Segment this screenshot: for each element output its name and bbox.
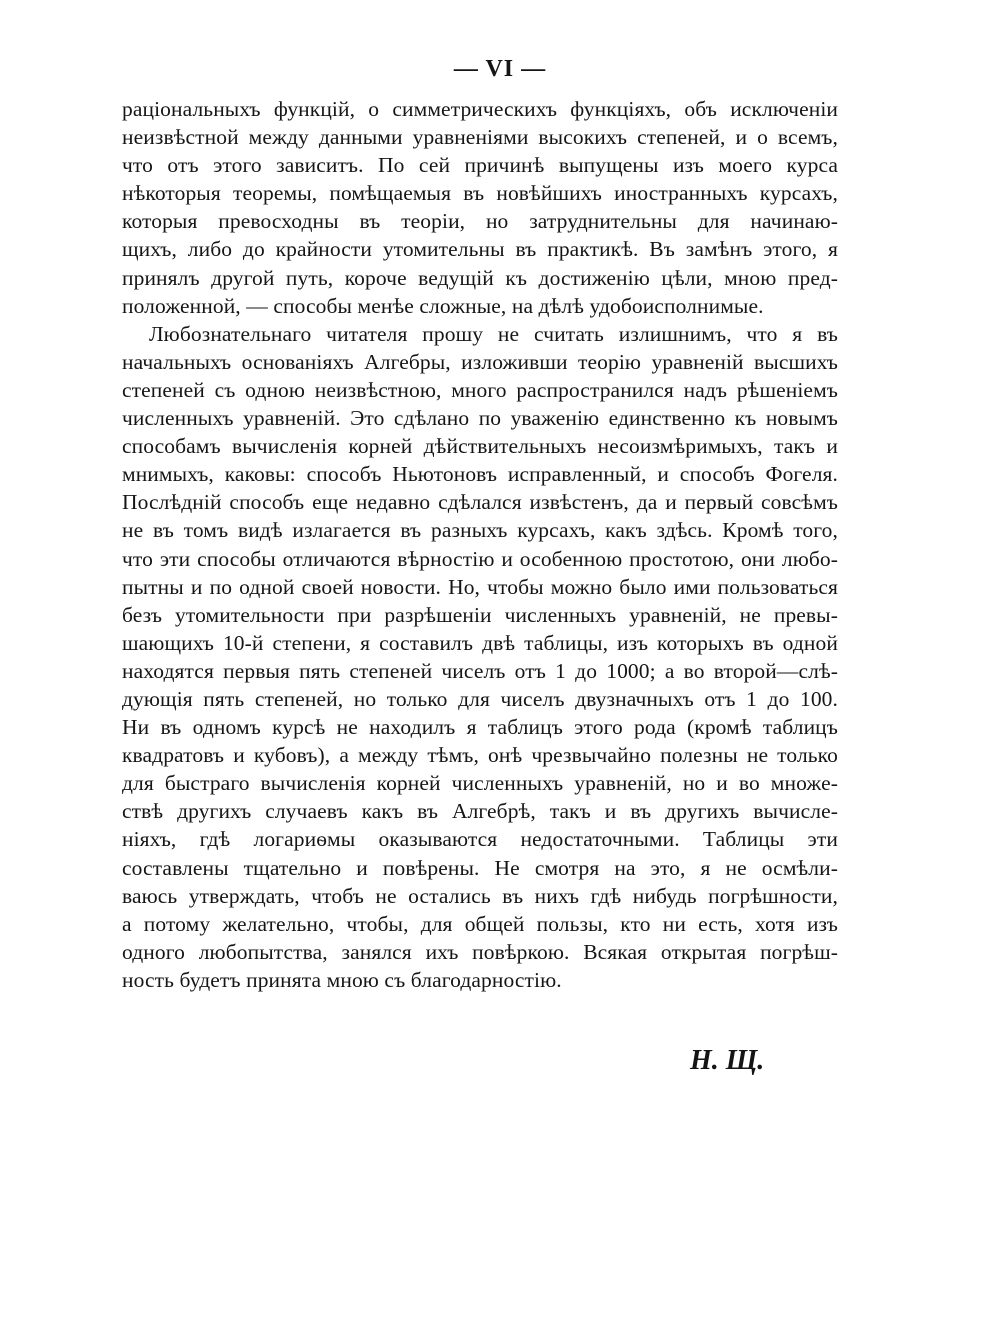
text-line: не въ томъ видѣ излагается въ разныхъ курсахъ, какъ здѣсь. Кромѣ того, (122, 518, 838, 543)
text-line: составлены тщательно и повѣрены. Не смотря на это, я не осмѣли- (122, 855, 838, 880)
text-line: принялъ другой путь, короче ведущій къ достиженію цѣли, мною пред- (122, 265, 838, 290)
text-line: ваюсь утверждать, чтобъ не остались въ нихъ гдѣ нибудь погрѣшности, (122, 883, 838, 908)
text-line: нѣкоторыя теоремы, помѣщаемыя въ новѣйшихъ иностранныхъ курсахъ, (122, 181, 838, 206)
text-line: ность будетъ принята мною съ благодарностію. (122, 967, 562, 992)
text-line: неизвѣстной между данными уравненіями высокихъ степеней, и о всемъ, (122, 125, 838, 150)
text-line: безъ утомительности при разрѣшеніи численныхъ уравненій, не превы- (122, 602, 838, 627)
paragraph-2 (122, 320, 838, 994)
text-line: Любознательнаго читателя прошу не считать излишнимъ, что я въ (149, 321, 838, 346)
paragraph-1 (122, 95, 838, 320)
text-line: раціональныхъ функцій, о симметрическихъ функціяхъ, объ исключеніи (122, 97, 838, 121)
page-number: — VI — (453, 56, 547, 82)
text-line: способамъ вычисленія корней дѣйствительныхъ несоизмѣримыхъ, такъ и (122, 434, 838, 459)
text-line: ніяхъ, гдѣ логариѳмы оказываются недостаточными. Таблицы эти (122, 827, 838, 852)
text-line: находятся первыя пять степеней чиселъ отъ 1 до 1000; а во второй—слѣ- (122, 658, 838, 683)
text-line: щихъ, либо до крайности утомительны въ практикѣ. Въ замѣнъ этого, я (122, 237, 838, 262)
text-line: положенной, — способы менѣе сложные, на дѣлѣ удобоисполнимые. (122, 293, 764, 318)
body-text (122, 95, 838, 994)
text-line: одного любопытства, занялся ихъ повѣркою. Всякая открытая погрѣш- (122, 939, 838, 964)
text-line: шающихъ 10-й степени, я составилъ двѣ таблицы, изъ которыхъ въ одной (122, 630, 838, 655)
signature: Н. Щ. (690, 1045, 765, 1076)
text-line: а потому желательно, чтобы, для общей пользы, кто ни есть, хотя изъ (122, 911, 838, 936)
text-line: начальныхъ основаніяхъ Алгебры, изложивши теорію уравненій высшихъ (122, 349, 838, 374)
text-line: которыя превосходны въ теоріи, но затруднительны для начинаю- (122, 209, 838, 234)
text-line: что отъ этого зависитъ. По сей причинѣ выпущены изъ моего курса (122, 153, 838, 178)
text-line: ствѣ другихъ случаевъ какъ въ Алгебрѣ, такъ и въ другихъ вычисле- (122, 799, 838, 824)
text-line: дующія пять степеней, но только для чиселъ двузначныхъ отъ 1 до 100. (122, 686, 838, 711)
text-line: мнимыхъ, каковы: способъ Ньютоновъ исправленный, и способъ Фогеля. (122, 462, 838, 487)
text-line: Ни въ одномъ курсѣ не находилъ я таблицъ этого рода (кромѣ таблицъ (122, 715, 838, 740)
text-line: что эти способы отличаются вѣрностію и особенною простотою, они любо- (122, 546, 838, 571)
text-line: степеней съ одною неизвѣстною, много распространился надъ рѣшеніемъ (122, 377, 838, 402)
text-line: пытны и по одной своей новости. Но, чтобы можно было ими пользоваться (122, 574, 838, 599)
text-line: для быстраго вычисленія корней численныхъ уравненій, но и во множе- (122, 771, 838, 796)
text-line: Послѣдній способъ еще недавно сдѣлался извѣстенъ, да и первый совсѣмъ (122, 490, 838, 515)
text-line: численныхъ уравненій. Это сдѣлано по уваженію единственно къ новымъ (122, 406, 838, 431)
text-line: квадратовъ и кубовъ), а между тѣмъ, онѣ чрезвычайно полезны не только (122, 743, 838, 768)
